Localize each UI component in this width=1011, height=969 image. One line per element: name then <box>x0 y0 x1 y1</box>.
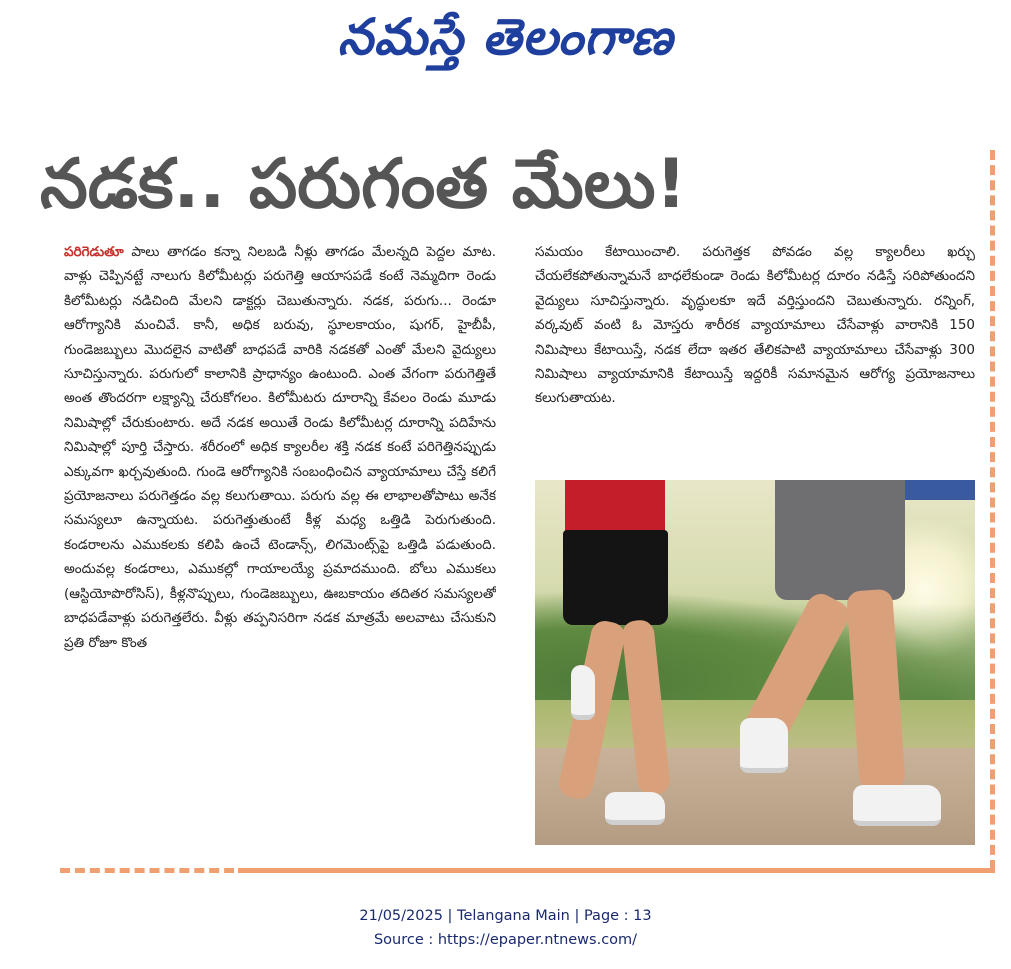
article-photo-runners <box>535 480 975 845</box>
article-body-left: పాలు తాగడం కన్నా నిలబడి నీళ్లు తాగడం మేలన్నది పెద్దల మాట. వాళ్లు చెప్పినట్టే నాలుగు కిలోమీటర్లు పరుగెత్తి ఆయాసపడే కంటే నెమ్మదిగా రెండు కిలోమీటర్లు నడిచింది మేలని డాక్టర్లు చెబుతున్నారు. నడక, పరుగు... రెండూ ఆరోగ్యానికి మంచివే. కానీ, అధిక బరువు, స్థూలకాయం, షుగర్, హైబీపీ, గుండెజబ్బులు మొదలైన వాటితో బాధపడే వారికి నడకతో ఎంతో మేలని వైద్యులు సూచిస్తున్నారు. పరుగులో కాలానికి ప్రాధాన్యం ఉంటుంది. ఎంత వేగంగా పరుగెత్తితే అంత తొందరగా లక్ష్యాన్ని చేరుకోగలం. కిలోమీటరు దూరాన్ని కేవలం రెండు మూడు నిమిషాల్లో చేరుకుంటారు. అదే నడక అయితే రెండు కిలోమీటర్ల దూరాన్ని పదిహేను నిమిషాల్లో పూర్తి చేస్తారు. శరీరంలో అధిక క్యాలరీల శక్తి నడక కంటే పరిగెత్తినప్పుడు ఎక్కువగా ఖర్చవుతుంది. గుండె ఆరోగ్యానికి సంబంధించిన వ్యాయామాలు చేస్తే కలిగే ప్రయోజనాలు పరుగెత్తడం వల్ల కలుగుతాయి. పరుగు వల్ల ఈ లాభాలతోపాటు అనేక సమస్యలూ ఉన్నాయట. పరుగెత్తుతుంటే కీళ్ల మధ్య ఒత్తిడి పెరుగుతుంది. కండరాలను ఎముకలకు కలిపి ఉంచే టెండాన్స్, లిగమెంట్స్‌పై ఒత్తిడి పడుతుంది. అందువల్ల కండరాలు, ఎముకల్లో గాయాలయ్యే ప్రమాదముంది. బోలు ఎముకలు (ఆస్టియోపొరోసిస్), కీళ్లనొప్పులు, గుండెజబ్బులు, ఊబకాయం తదితర సమస్యలతో బాధపడేవాళ్లు పరుగెత్తలేరు. వీళ్లు తప్పనిసరిగా నడక మాత్రమే అలవాటు చేసుకుని ప్రతి రోజూ కొంత <box>64 244 496 651</box>
masthead-logo: నమస్తే తెలంగాణ <box>337 8 674 66</box>
article-body-right: సమయం కేటాయించాలి. పరుగెత్తక పోవడం వల్ల క్యాలరీలు ఖర్చు చేయలేకపోతున్నామనే బాధలేకుండా రెండు కిలోమీటర్ల దూరం నడిస్తే సరిపోతుందని వైద్యులు సూచిస్తున్నారు. వృద్ధులకూ ఇదే వర్తిస్తుందని చెబుతున్నారు. రన్నింగ్, వర్కవుట్ వంటి ఓ మోస్తరు శారీరక వ్యాయామాలు చేసేవాళ్లు వారానికి 150 నిమిషాలు కేటాయిస్తే, నడక లేదా ఇతర తేలికపాటి వ్యాయామాలు చేసేవాళ్లు 300 నిమిషాలు వ్యాయామానికి కేటాయిస్తే ఇద్దరికీ సమానమైన ఆరోగ్య ప్రయోజనాలు కలుగుతాయట. <box>535 244 975 407</box>
photo-runner-shoe <box>853 785 941 826</box>
footer-source[interactable]: Source : https://epaper.ntnews.com/ <box>373 932 638 948</box>
page-footer <box>0 904 1011 952</box>
article-column-right <box>535 240 975 465</box>
article-column-left <box>64 240 496 850</box>
photo-runner-shoe <box>605 792 665 825</box>
frame-border-right <box>990 150 995 870</box>
photo-runner-red-top <box>565 480 665 535</box>
photo-runner-grey-shorts <box>775 480 905 600</box>
photo-runner-shoe <box>571 665 595 720</box>
article-lead-word: పరిగెడుతూ <box>64 244 124 260</box>
frame-border-bottom-solid <box>238 868 995 873</box>
photo-runner-black-shorts <box>563 530 668 625</box>
footer-date-edition: 21/05/2025 | Telangana Main | Page : 13 <box>359 908 652 924</box>
photo-runner-shoe <box>740 718 788 773</box>
article-headline: నడక.. పరుగంత మేలు! <box>40 145 687 224</box>
